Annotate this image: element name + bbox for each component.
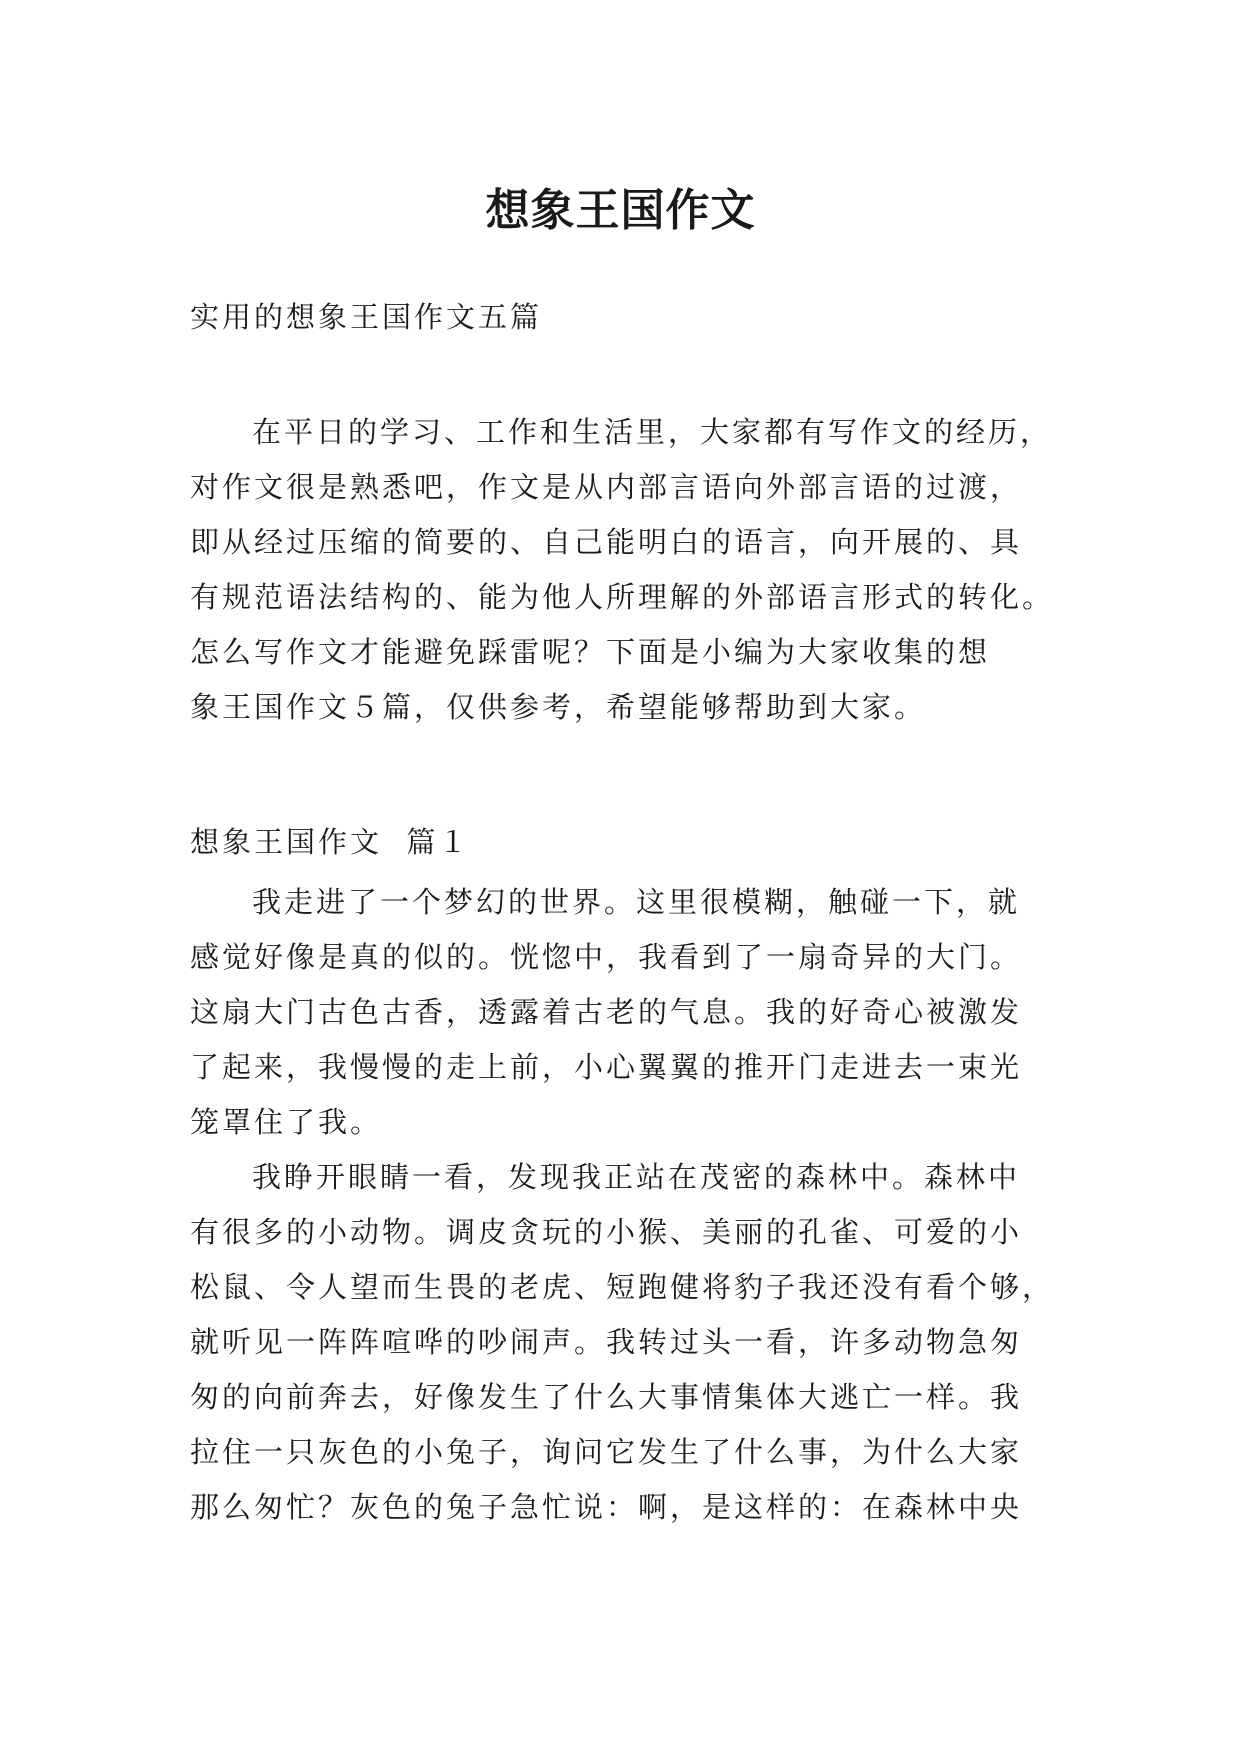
paragraph1-line: 我走进了一个梦幻的世界。这里很模糊，触碰一下，就 [252, 885, 1021, 919]
intro-line: 对作文很是熟悉吧，作文是从内部言语向外部言语的过渡， [190, 470, 1023, 504]
intro-paragraph [190, 405, 1070, 735]
paragraph2-line: 我睁开眼睛一看，发现我正站在茂密的森林中。森林中 [252, 1160, 1021, 1194]
section-heading: 想象王国作文 篇１ [190, 825, 471, 859]
intro-line: 即从经过压缩的简要的、自己能明白的语言，向开展的、具 [190, 525, 1023, 559]
paragraph2-line: 拉住一只灰色的小兔子，询问它发生了什么事，为什么大家 [190, 1435, 1023, 1469]
paragraph2-line: 松鼠、令人望而生畏的老虎、短跑健将豹子我还没有看个够， [190, 1270, 1055, 1304]
paragraph2-line: 就听见一阵阵喧哗的吵闹声。我转过头一看，许多动物急匆 [190, 1325, 1023, 1359]
paragraph1-line: 这扇大门古色古香，透露着古老的气息。我的好奇心被激发 [190, 995, 1023, 1029]
paragraph1-line: 了起来，我慢慢的走上前，小心翼翼的推开门走进去一束光 [190, 1050, 1023, 1084]
document-subtitle: 实用的想象王国作文五篇 [190, 300, 543, 334]
intro-line: 有规范语法结构的、能为他人所理解的外部语言形式的转化。 [190, 580, 1055, 614]
intro-line: 在平日的学习、工作和生活里，大家都有写作文的经历， [252, 415, 1053, 449]
document-title: 想象王国作文 [485, 185, 756, 237]
paragraph2-line: 有很多的小动物。调皮贪玩的小猴、美丽的孔雀、可爱的小 [190, 1215, 1023, 1249]
paragraph1-line: 感觉好像是真的似的。恍惚中，我看到了一扇奇异的大门。 [190, 940, 1023, 974]
essay-body [190, 875, 1070, 1535]
intro-line: 象王国作文５篇，仅供参考，希望能够帮助到大家。 [190, 690, 927, 724]
paragraph2-line: 匆的向前奔去，好像发生了什么大事情集体大逃亡一样。我 [190, 1380, 1023, 1414]
paragraph1-line: 笼罩住了我。 [190, 1105, 383, 1139]
intro-line: 怎么写作文才能避免踩雷呢？下面是小编为大家收集的想 [190, 635, 991, 669]
paragraph2-line: 那么匆忙？灰色的兔子急忙说：啊，是这样的：在森林中央 [190, 1490, 1023, 1524]
